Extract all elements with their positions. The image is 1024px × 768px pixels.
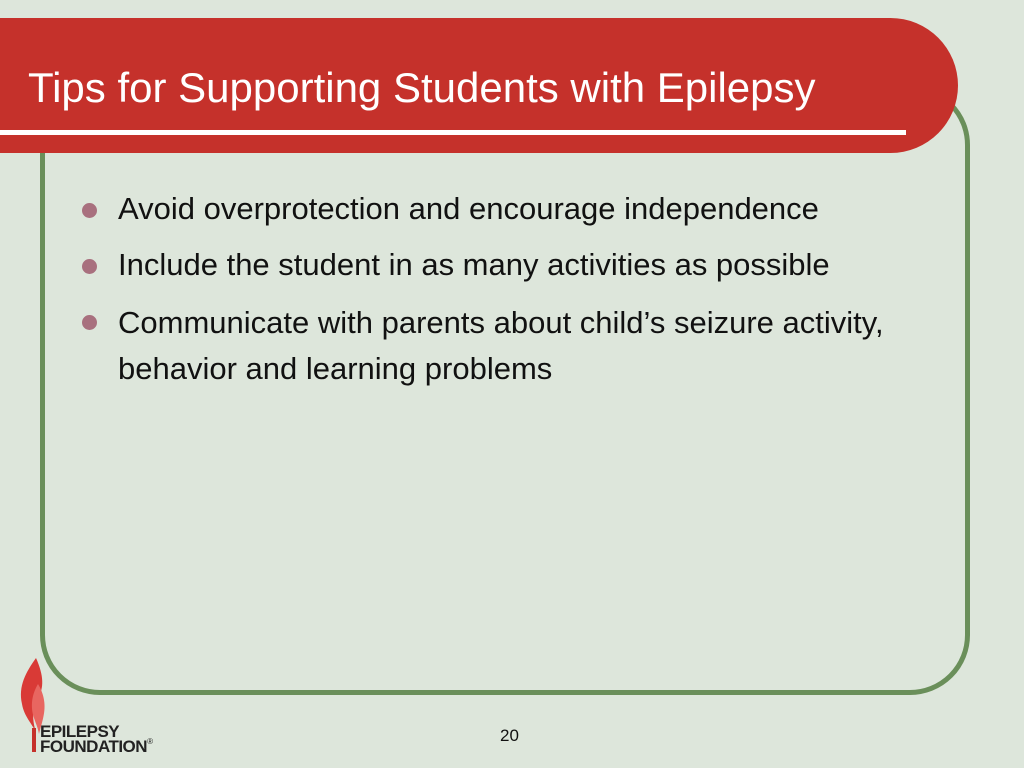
- logo-text-line2: [40, 737, 152, 757]
- registered-mark: ®: [147, 737, 153, 746]
- bullet-dot-icon: [82, 203, 97, 218]
- logo-text-foundation: FOUNDATION: [40, 737, 148, 756]
- slide-title: Tips for Supporting Students with Epilepsy: [28, 64, 816, 111]
- bullet-dot-icon: [82, 259, 97, 274]
- bullet-dot-icon: [82, 315, 97, 330]
- bullet-text: Communicate with parents about child’s seizure activity, behavior and learning problems: [118, 305, 884, 386]
- bullet-item: [80, 300, 910, 392]
- bullet-text: Avoid overprotection and encourage independence: [118, 191, 819, 226]
- bullet-list: [80, 188, 910, 406]
- bullet-item: [80, 188, 910, 230]
- bullet-item: [80, 244, 910, 286]
- bullet-text: Include the student in as many activities as possible: [118, 247, 830, 282]
- epilepsy-foundation-logo: [14, 654, 194, 754]
- page-number: 20: [500, 726, 519, 745]
- title-underline: [0, 130, 906, 135]
- logo-text-line1: EPILEPSY: [40, 722, 120, 741]
